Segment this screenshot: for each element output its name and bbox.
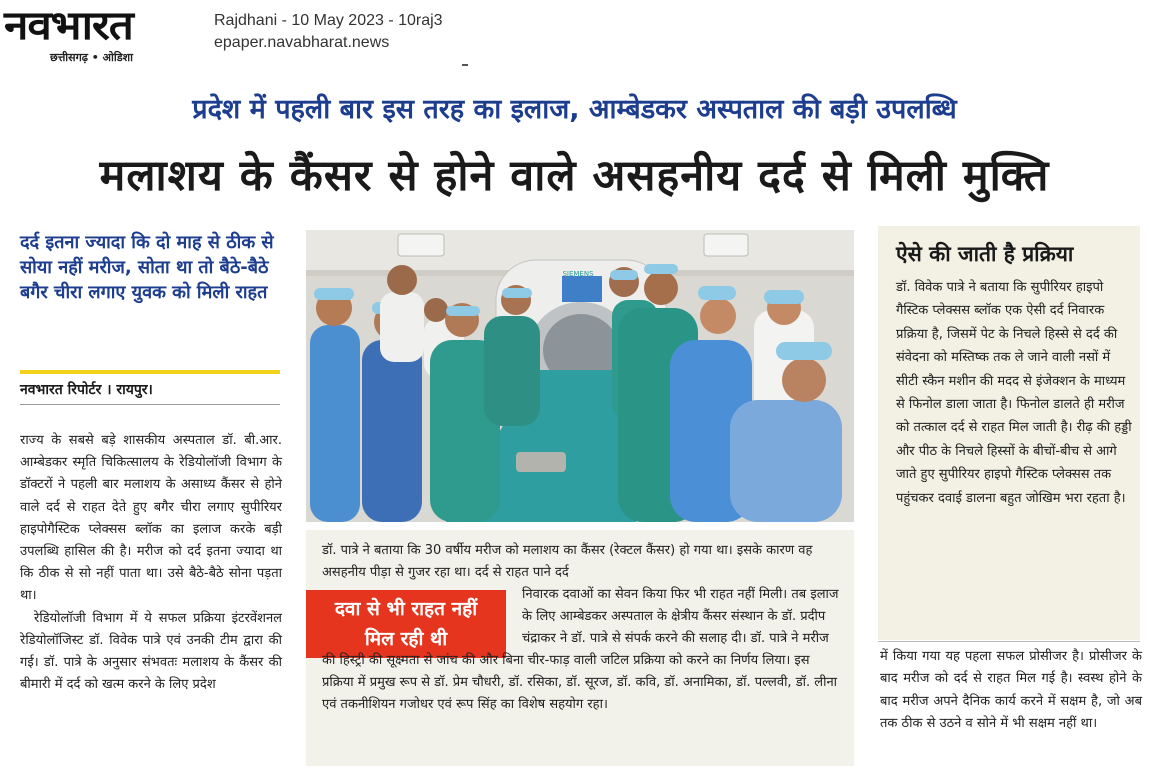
sidebar-divider <box>878 641 1140 642</box>
body-paragraph: राज्य के सबसे बड़े शासकीय अस्पताल डॉ. बी.आर. आम्बेडकर स्मृति चिकित्सालय के रेडियोलॉजी विभाग के डॉक्टरों ने पहली बार मलाशय के असाध्य कैंसर से होने वाले दर्द से राहत देते हुए बगैर चीरा लगाए सुपीरियर हाइपोगैस्टिक प्लेक्सस ब्लॉक का इलाज करके बड़ी उपलब्धि हासिल की है। मरीज को दर्द इतना ज्यादा था कि ठीक से सो नहीं पाता था। उसे बैठे-बैठे सोना पड़ता था। <box>20 433 282 604</box>
scanner-brand: SIEMENS <box>562 270 594 278</box>
center-intro-text: डॉ. पात्रे ने बताया कि 30 वर्षीय मरीज को मलाशय का कैंसर (रेक्टल कैंसर) हो गया था। इसके कारण वह असहनीय पीड़ा से गुजर रहा था। दर्द से राहत पाने दर्द <box>322 543 813 580</box>
pullquote-line-2: मिल रही थी <box>364 628 448 650</box>
article-deck: दर्द इतना ज्यादा कि दो माह से ठीक से सोया नहीं मरीज, सोता था तो बैठे-बैठे बगैर चीरा लगाए युवक को मिली राहत <box>20 232 274 303</box>
edition-info: Rajdhani - 10 May 2023 - 10raj3 <box>214 12 443 29</box>
body-paragraph: रेडियोलॉजी विभाग में ये सफल प्रक्रिया इंटरवेंशनल रेडियोलॉजिस्ट डॉ. विवेक पात्रे एवं उनकी टीम द्वारा की गई। डॉ. पात्रे के अनुसार संभवतः मलाशय के कैंसर की बीमारी में दर्द को खत्म करने के लिए प्रदेश <box>20 610 282 693</box>
masthead <box>0 0 1149 66</box>
site-url[interactable]: epaper.navabharat.news <box>214 34 390 51</box>
news-photo[interactable] <box>306 230 854 522</box>
article-kicker: प्रदेश में पहली बार इस तरह का इलाज, आम्बेडकर अस्पताल की बड़ी उपलब्धि <box>192 94 957 125</box>
crop-mark <box>462 64 468 66</box>
article-byline: नवभारत रिपोर्टर । रायपुर। <box>20 382 153 398</box>
newspaper-logo[interactable] <box>4 4 198 64</box>
left-column-body <box>20 430 282 696</box>
byline-divider <box>20 404 280 405</box>
center-bottom-text: की हिस्ट्री की सूक्ष्मता से जांच की और बिना चीर-फाड़ वाली जटिल प्रक्रिया को करने का निर्णय लिया। इस प्रक्रिया में प्रमुख रूप से डॉ. प्रेम चौधरी, डॉ. रसिका, डॉ. सूरज, डॉ. कवि, डॉ. अनामिका, डॉ. पल्लवी, डॉ. लीना एवं तकनीशियन गजोधर एवं रूप सिंह का विशेष सहयोग रहा। <box>322 653 838 712</box>
logo-tagline: छत्तीसगढ़ • ओडिशा <box>50 51 133 64</box>
right-column-continuation: में किया गया यह पहला सफल प्रोसीजर है। प्रोसीजर के बाद मरीज को दर्द से राहत मिल गई है। स्वस्थ होने के बाद मरीज अपने दैनिक कार्य करने में सक्षम है, जो अब तक ठीक से उठने व सोने में भी सक्षम नहीं था। <box>880 649 1142 732</box>
deck-divider <box>20 370 280 374</box>
pullquote-line-1: दवा से भी राहत नहीं <box>334 598 478 620</box>
article-headline: मलाशय के कैंसर से होने वाले असहनीय दर्द से मिली मुक्ति <box>99 151 1050 201</box>
sidebar-body: डॉ. विवेक पात्रे ने बताया कि सुपीरियर हाइपो गैस्टिक प्लेक्सस ब्लॉक एक ऐसी दर्द निवारक प्रक्रिया है, जिसमें पेट के निचले हिस्से से दर्द की संवेदना को मस्तिष्क तक ले जाने वाली नसों में सीटी स्कैन मशीन की मदद से इंजेक्शन के माध्यम से फिनोल डाला जाता है। फिनोल डालते ही मरीज को तत्काल दर्द से राहत मिल जाती है। रीढ़ की हड्डी और पीठ के निचले हिस्सों के बीचों-बीच से आगे जाते हुए सुपीरियर हाइपो गैस्टिक प्लेक्सस तक पहुंचकर दवाई डालना बहुत जोखिम भरा रहता है। <box>896 280 1132 506</box>
team-photo-illustration <box>306 230 854 522</box>
logo-wordmark: नवभारत <box>4 3 133 49</box>
sidebar-title: ऐसे की जाती है प्रक्रिया <box>896 242 1074 266</box>
center-right-text: निवारक दवाओं का सेवन किया फिर भी राहत नहीं मिली। तब इलाज के लिए आम्बेडकर अस्पताल के क्षेत्रीय कैंसर संस्थान के डॉ. प्रदीप चंद्राकर ने डॉ. पात्रे से संपर्क करने की सलाह दी। डॉ. पात्रे ने मरीज <box>522 587 839 646</box>
